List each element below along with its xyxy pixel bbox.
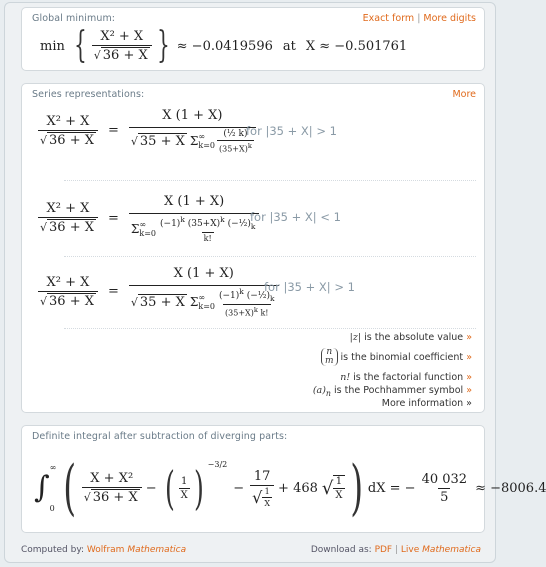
pod-title: Global minimum: bbox=[32, 13, 116, 24]
series-condition-2: for |35 + X| < 1 bbox=[250, 210, 341, 224]
series-condition-3: for |35 + X| > 1 bbox=[264, 280, 355, 294]
min-numerator: X² + X bbox=[100, 29, 144, 44]
pod-series bbox=[21, 83, 485, 413]
min-expression: min { $\frac{\text{X² + X}}{√ 36 + X}$ } ≈ −0.0419596 at X ≈ −0.501761 bbox=[40, 25, 408, 66]
pod-global-minimum bbox=[21, 7, 485, 71]
legend-factorial: n! is the factorial function » bbox=[340, 372, 472, 383]
series-row-3: $\frac{\text{X² + X}}{√ 36 + X}$ = X (1 + X) √ 35 + X Σ ∞ k=0 $\frac{(-1)^k (-\frac{1}{2})_k}{(35+X)^k k!}$ bbox=[38, 266, 279, 317]
legend-pochhammer: $(a)_n$ is the Pochhammer symbol » bbox=[312, 385, 472, 398]
series-row-2: $\frac{\text{X² + X}}{√ 36 + X}$ = X (1 + X) Σ ∞ k=0 $\frac{(-1)^k (35+X)^k (-\frac{1}{2})_k}{k!}$ bbox=[38, 194, 259, 243]
more-link[interactable]: More bbox=[452, 89, 476, 100]
legend-abs: |z| is the absolute value » bbox=[349, 332, 472, 343]
min-label: min bbox=[40, 38, 65, 54]
pod-title: Definite integral after subtraction of diverging parts: bbox=[32, 431, 288, 442]
legend-binomial: n m is the binomial coefficient » bbox=[321, 348, 472, 366]
wolfram-mathematica-link[interactable]: Wolfram Mathematica bbox=[86, 545, 187, 555]
integral-approx: ≈ −8006.4 bbox=[475, 480, 546, 496]
min-value: ≈ −0.0419596 bbox=[176, 38, 273, 54]
more-digits-link[interactable]: More digits bbox=[423, 13, 476, 24]
footer-download: Download as: PDF | Live Mathematica bbox=[310, 545, 481, 555]
pdf-link[interactable]: PDF bbox=[374, 545, 393, 555]
pod-links: Exact form | More digits bbox=[362, 13, 476, 24]
integral-expression: ∫ ∞ 0 ( $\frac{\text{X + X²}}{√ 36 + X}$ − ( $\frac{1}{X}$ ) −3/2 − 17 √ $\frac{1}{X}$ + 468 √ $\frac{1}{X}$ ) dX = − $\frac{40 032}{5}$ ≈ −8006.4 bbox=[34, 453, 546, 523]
pod-integral bbox=[21, 425, 546, 533]
at-value: X ≈ −0.501761 bbox=[305, 38, 408, 54]
more-information-link[interactable]: More information » bbox=[381, 398, 472, 409]
min-denominator: 36 + X bbox=[102, 48, 148, 63]
integral-result-numerator: 40 032 bbox=[421, 471, 468, 487]
live-mathematica-link[interactable]: Live Mathematica bbox=[400, 545, 481, 555]
exact-form-link[interactable]: Exact form bbox=[362, 13, 415, 24]
footer-computed-by: Computed by: Wolfram Mathematica bbox=[21, 545, 187, 555]
result-frame bbox=[4, 2, 546, 563]
series-row-1: $\frac{\text{X² + X}}{√ 36 + X}$ = X (1 + X) √ 35 + X Σ ∞ k=0 $\frac{\text{(½ k)}}{(35+X)^k}$ bbox=[38, 108, 256, 154]
pod-title: Series representations: bbox=[32, 89, 145, 100]
integral-result-denominator: 5 bbox=[440, 489, 449, 505]
at-label: at bbox=[282, 38, 296, 54]
series-condition-1: for |35 + X| > 1 bbox=[246, 124, 337, 138]
integral-dx: dX = − bbox=[367, 480, 416, 496]
